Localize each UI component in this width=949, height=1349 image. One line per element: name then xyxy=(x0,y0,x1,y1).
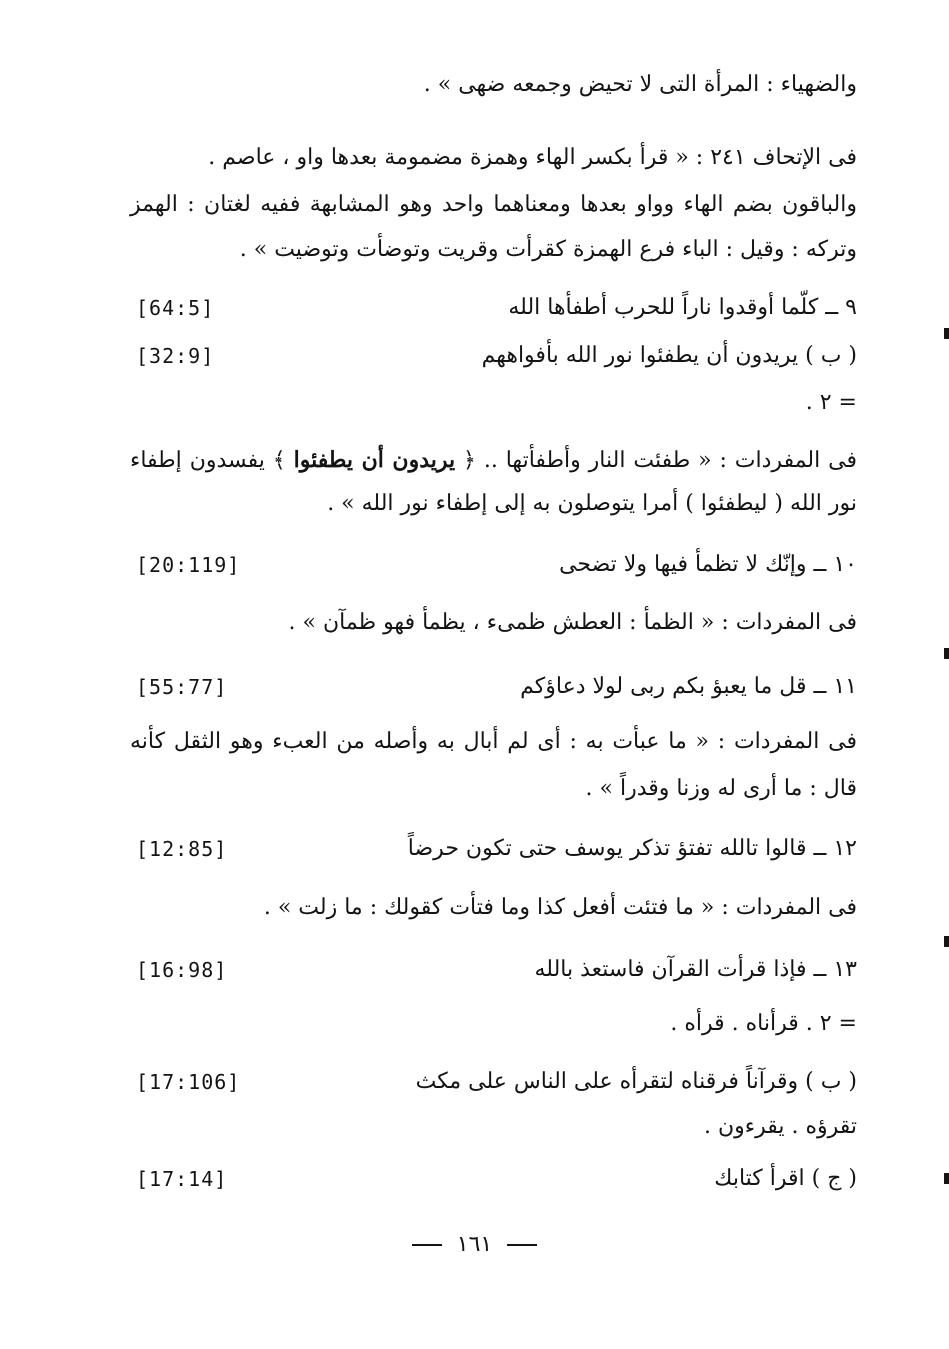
verse-reference: [20:119] xyxy=(136,553,241,577)
text-line: = ٢ . قرأناه . قرأه . xyxy=(670,1011,857,1036)
text-line xyxy=(130,443,857,478)
verse-line: ١٣ ــ فإذا قرأت القرآن فاستعذ بالله xyxy=(534,957,857,982)
footer-dash xyxy=(507,1244,537,1246)
verse-reference: [17:14] xyxy=(136,1167,228,1191)
text-line: فى الإتحاف ٢٤١ : « قرأ بكسر الهاء وهمزة مضمومة بعدها واو ، عاصم . xyxy=(208,145,857,170)
verse-reference: [12:85] xyxy=(136,837,228,861)
scan-margin-mark xyxy=(944,936,949,947)
page-footer xyxy=(0,1228,949,1262)
text-line: فى المفردات : « الظمأ : العطش ظمىء ، يظمأ فهو ظمآن » . xyxy=(288,610,857,635)
verse-line: ١١ ــ قل ما يعبؤ بكم ربى لولا دعاؤكم xyxy=(520,674,857,699)
text-line: تقرؤه . يقرءون . xyxy=(703,1114,857,1139)
text-line: نور الله ( ليطفئوا ) أمرا يتوصلون به إلى إطفاء نور الله » . xyxy=(327,491,857,516)
scan-margin-mark xyxy=(944,328,949,339)
text-segment: فى المفردات : « طفئت النار وأطفأتها .. ﴿ xyxy=(463,448,857,473)
verse-reference: [64:5] xyxy=(136,296,215,320)
verse-line: ١٠ ــ وإنّك لا تظمأ فيها ولا تضحى xyxy=(559,552,857,577)
footer-dash xyxy=(412,1244,442,1246)
verse-line: ٩ ــ كلّما أوقدوا ناراً للحرب أطفأها الله xyxy=(508,295,857,320)
text-line: فى المفردات : « ما عبأت به : أى لم أبال به وأصله من العبء وهو الثقل كأنه xyxy=(130,729,857,754)
text-line: قال : ما أرى له وزنا وقدراً » . xyxy=(585,776,857,801)
page-number: ١٦١ xyxy=(456,1232,493,1257)
verse-reference: [32:9] xyxy=(136,344,215,368)
text-line: والباقون بضم الهاء وواو بعدها ومعناهما واحد وهو المشابهة ففيه لغتان : الهمز xyxy=(130,192,857,217)
quoted-verse: يريدون أن يطفئوا xyxy=(293,447,456,473)
verse-line: ( ب ) يريدون أن يطفئوا نور الله بأفواههم xyxy=(481,343,857,368)
verse-reference: [17:106] xyxy=(136,1070,241,1094)
text-line: وتركه : وقيل : الباء فرع الهمزة كقرأت وقريت وتوضأت وتوضيت » . xyxy=(239,237,857,262)
verse-line: ١٢ ــ قالوا تالله تفتؤ تذكر يوسف حتى تكون حرضاً xyxy=(407,836,857,861)
scan-margin-mark xyxy=(944,648,949,659)
verse-reference: [16:98] xyxy=(136,958,228,982)
text-segment: ﴾ يفسدون إطفاء xyxy=(130,448,286,473)
text-line: والضهياء : المرأة التى لا تحيض وجمعه ضهى » . xyxy=(423,72,857,97)
scan-margin-mark xyxy=(944,1173,949,1184)
verse-reference: [55:77] xyxy=(136,675,228,699)
text-line: فى المفردات : « ما فتئت أفعل كذا وما فتأت كقولك : ما زلت » . xyxy=(263,895,857,920)
verse-line: ( ب ) وقرآناً فرقناه لتقرأه على الناس على مكث xyxy=(415,1069,857,1094)
verse-line: ( ج ) اقرأ كتابك xyxy=(714,1166,857,1191)
text-line: = ٢ . xyxy=(805,390,857,415)
